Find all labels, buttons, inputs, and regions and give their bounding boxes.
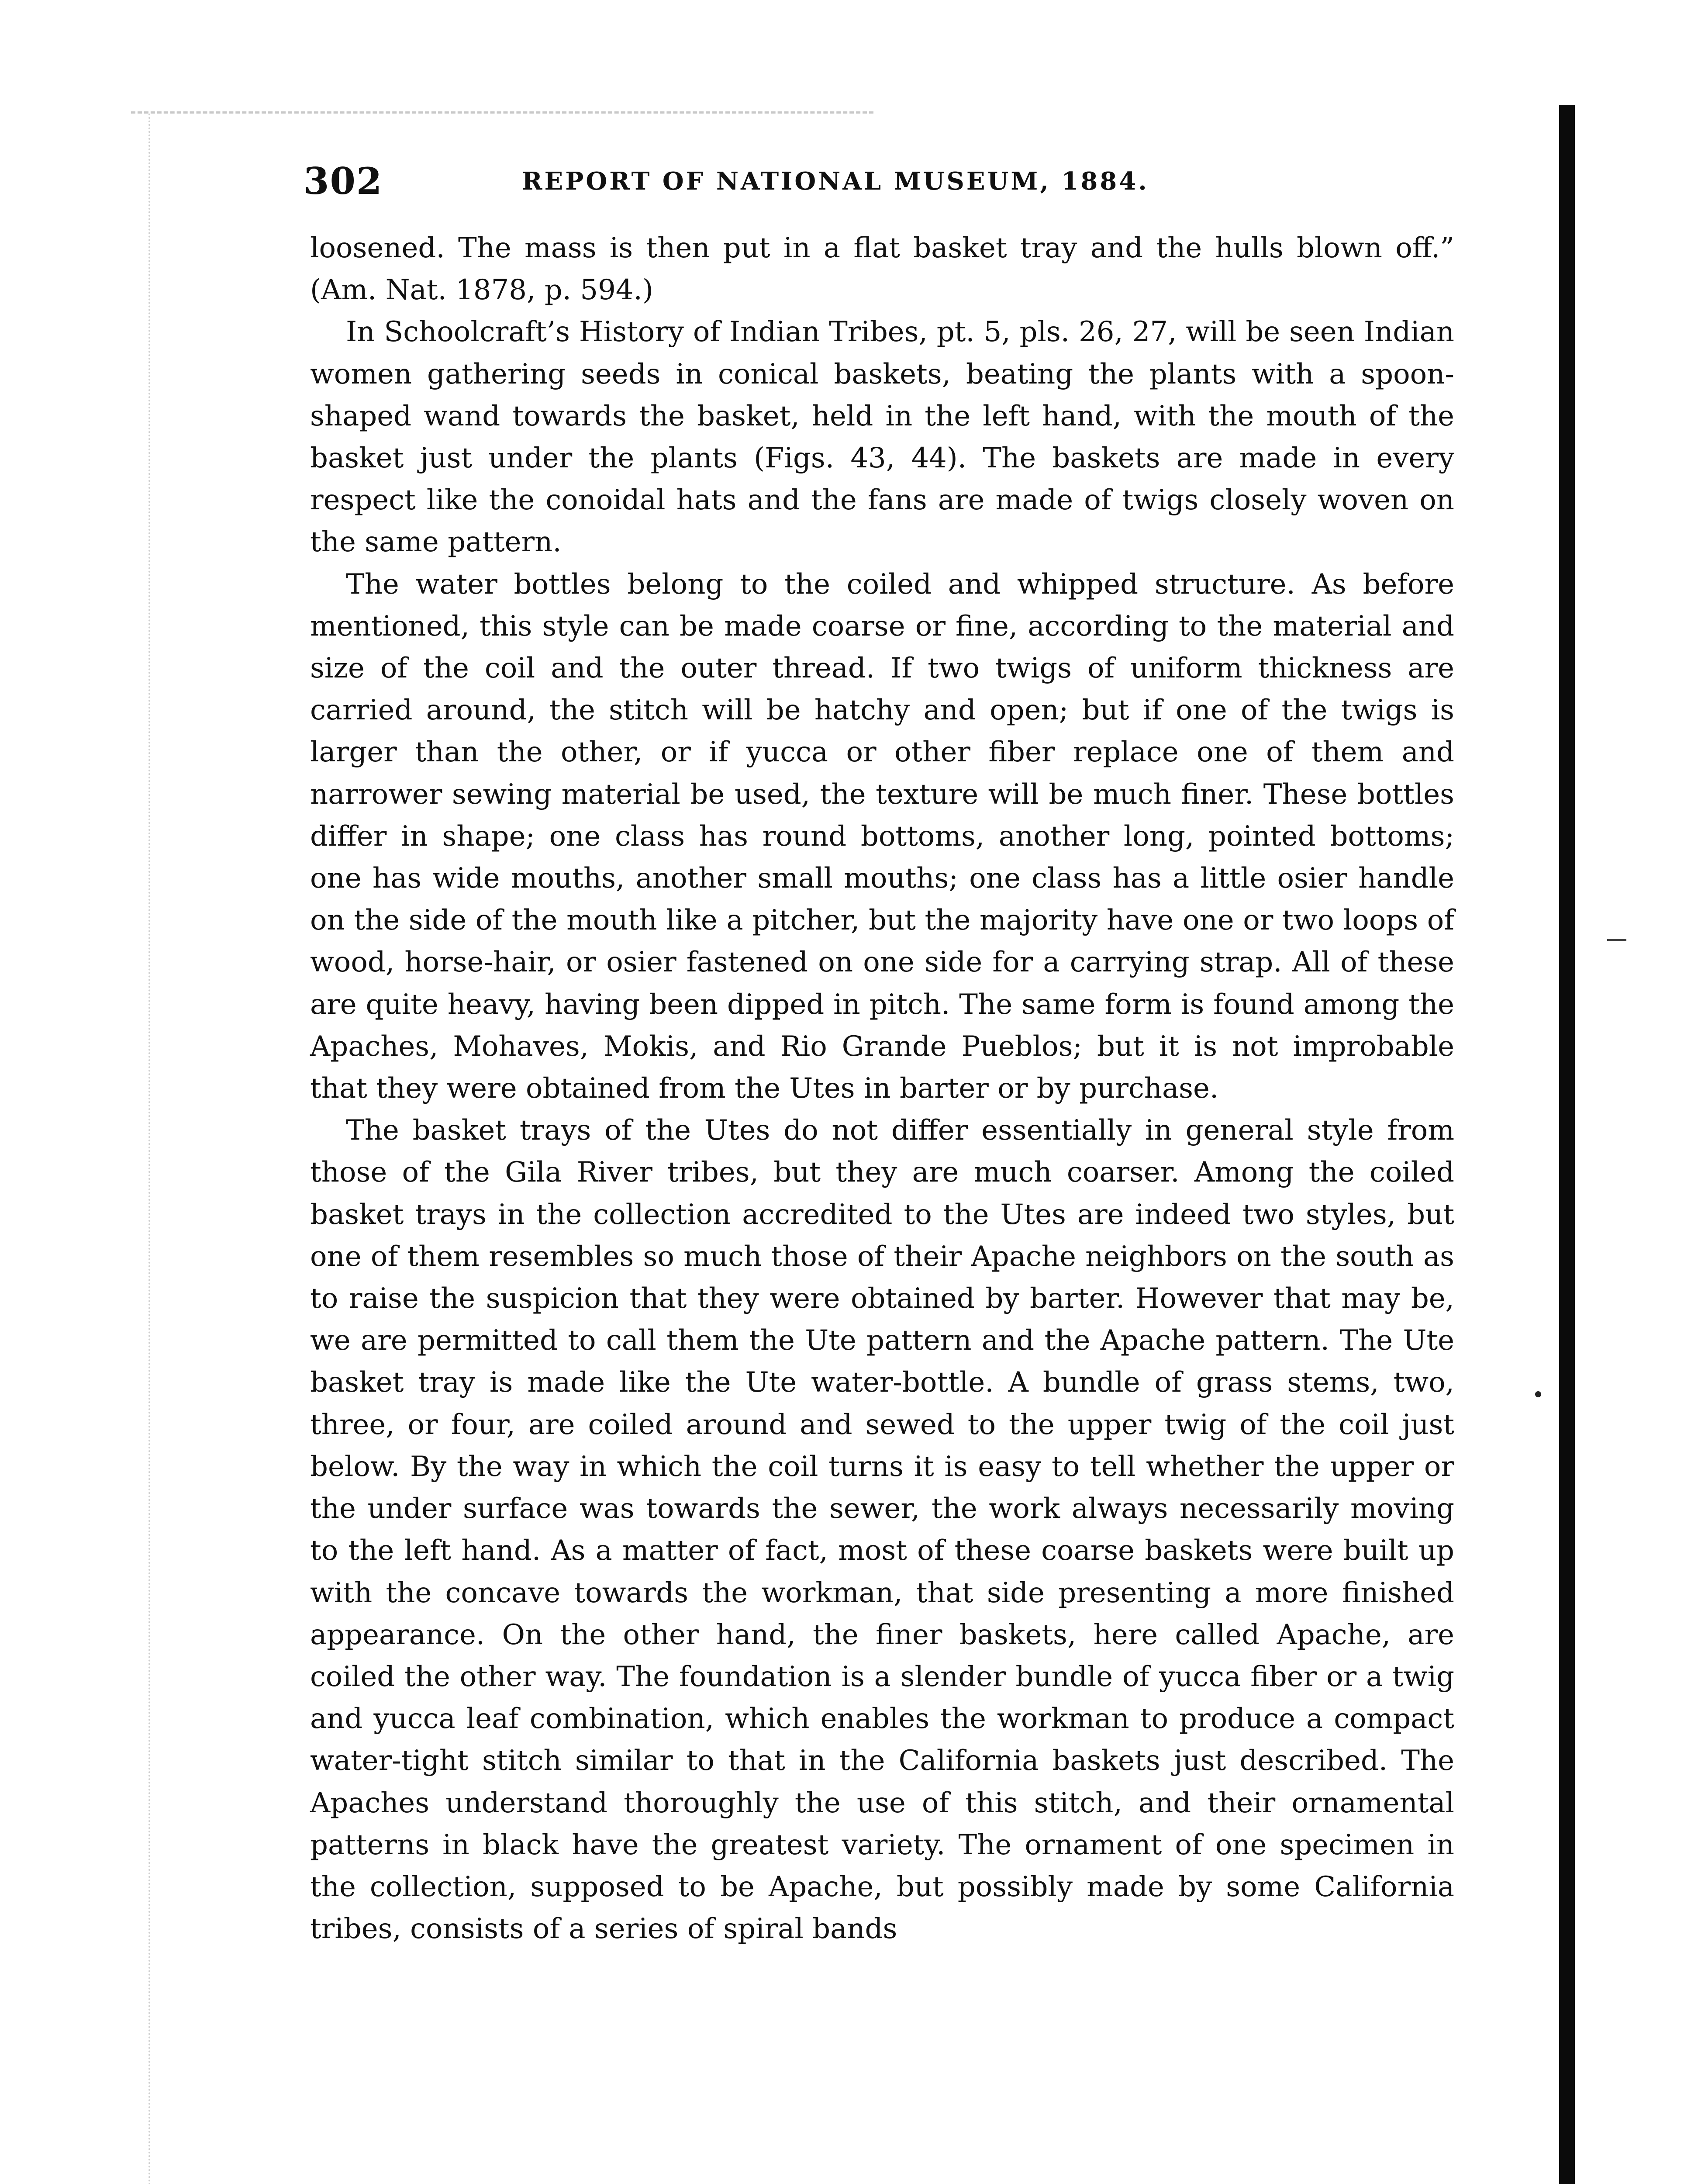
page-binding-shadow (1559, 105, 1575, 2184)
paragraph: The water bottles belong to the coiled and whipped structure. As before mentioned, this style can be made coarse or fine, according to the material and size of the coil and the outer thread. If two twigs of uniform thickness are carried around, the stitch will be hatchy and open; but if one of the twigs is larger than the other, or if yucca or other fiber replace one of them and narrower sewing material be used, the texture will be much finer. These bottles differ in shape; one class has round bottoms, another long, pointed bottoms; one has wide mouths, another small mouths; one class has a little osier handle on the side of the mouth like a pitcher, but the majority have one or two loops of wood, horse-hair, or osier fastened on one side for a carrying strap. All of these are quite heavy, having been dipped in pitch. The same form is found among the Apaches, Mohaves, Mokis, and Rio Grande Pueblos; but it is not improbable that they were obtained from the Utes in barter or by purchase. (310, 568, 1454, 1105)
paragraph: In Schoolcraft’s History of Indian Tribes, pt. 5, pls. 26, 27, will be seen Indian women gathering seeds in conical baskets, beating the plants with a spoon-shaped wand towards the basket, held in the left hand, with the mouth of the basket just under the plants (Figs. 43, 44). The baskets are made in every respect like the conoidal hats and the fans are made of twigs closely woven on the same pattern. (310, 316, 1454, 559)
scan-edge-artifact (131, 111, 873, 114)
running-head: REPORT OF NATIONAL MUSEUM, 1884. (522, 167, 1149, 196)
page-number: 302 (304, 159, 383, 203)
body-text (310, 227, 1454, 1950)
scan-edge-artifact (148, 114, 150, 2184)
page-header (304, 151, 1467, 212)
scan-speck (1535, 1391, 1541, 1397)
paragraph: loosened. The mass is then put in a flat basket tray and the hulls blown off.” (Am. Nat. 1878, p. 594.) (310, 232, 1454, 307)
scan-speck (1607, 939, 1626, 941)
paragraph: The basket trays of the Utes do not differ essentially in general style from those of the Gila River tribes, but they are much coarser. Among the coiled basket trays in the collection accredited to the Utes are indeed two styles, but one of them resembles so much those of their Apache neighbors on the south as to raise the suspicion that they were obtained by barter. However that may be, we are permitted to call them the Ute pattern and the Apache pattern. The Ute basket tray is made like the Ute water-bottle. A bundle of grass stems, two, three, or four, are coiled around and sewed to the upper twig of the coil just below. By the way in which the coil turns it is easy to tell whether the upper or the under surface was towards the sewer, the work always necessarily moving to the left hand. As a matter of fact, most of these coarse baskets were built up with the concave towards the workman, that side presenting a more finished appearance. On the other hand, the finer baskets, here called Apache, are coiled the other way. The foundation is a slender bundle of yucca fiber or a twig and yucca leaf combination, which enables the workman to produce a compact water-tight stitch similar to that in the California baskets just described. The Apaches understand thoroughly the use of this stitch, and their ornamental patterns in black have the greatest variety. The ornament of one specimen in the collection, supposed to be Apache, but possibly made by some California tribes, consists of a series of spiral bands (310, 1114, 1454, 1946)
